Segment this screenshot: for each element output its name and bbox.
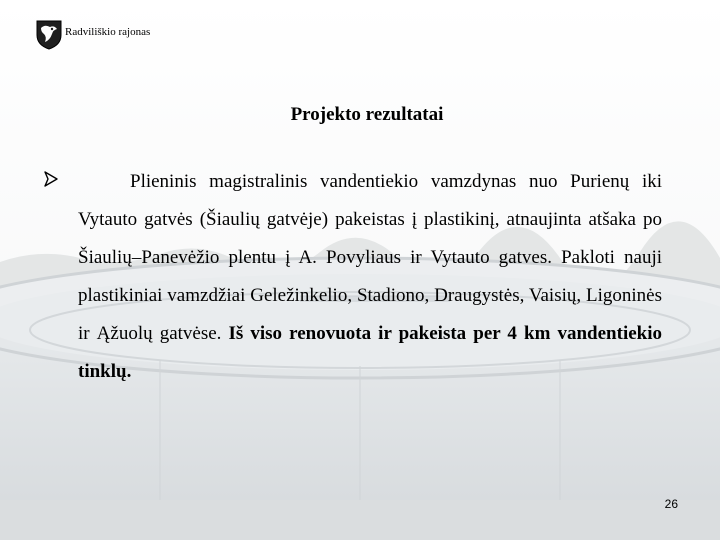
body-text-regular: Plieninis magistralinis vandentiekio vamzdynas nuo Purienų iki Vytauto gatvės (Šiaulių gatvėje) pakeistas į plastikinį, atnaujinta atšaka po Šiaulių–Panevėžio plentu į A. Povyliaus ir Vytauto gatves. Pakloti nauji plastikiniai vamzdžiai Geležinkelio, Stadiono, Draugystės, Vaisių, Ligoninės ir Ąžuolų gatvėse.	[78, 171, 662, 344]
body-text-bold: Iš viso renovuota ir pakeista per 4 km vandentiekio tinklų.	[78, 323, 662, 382]
organization-name: Radviliškio rajonas	[65, 26, 151, 38]
slide-title: Projekto rezultatai	[290, 104, 444, 125]
body-paragraph	[78, 163, 662, 391]
page-number: 26	[664, 497, 678, 511]
coat-of-arms-icon	[36, 20, 62, 50]
arrowhead-bullet-icon	[44, 170, 58, 194]
